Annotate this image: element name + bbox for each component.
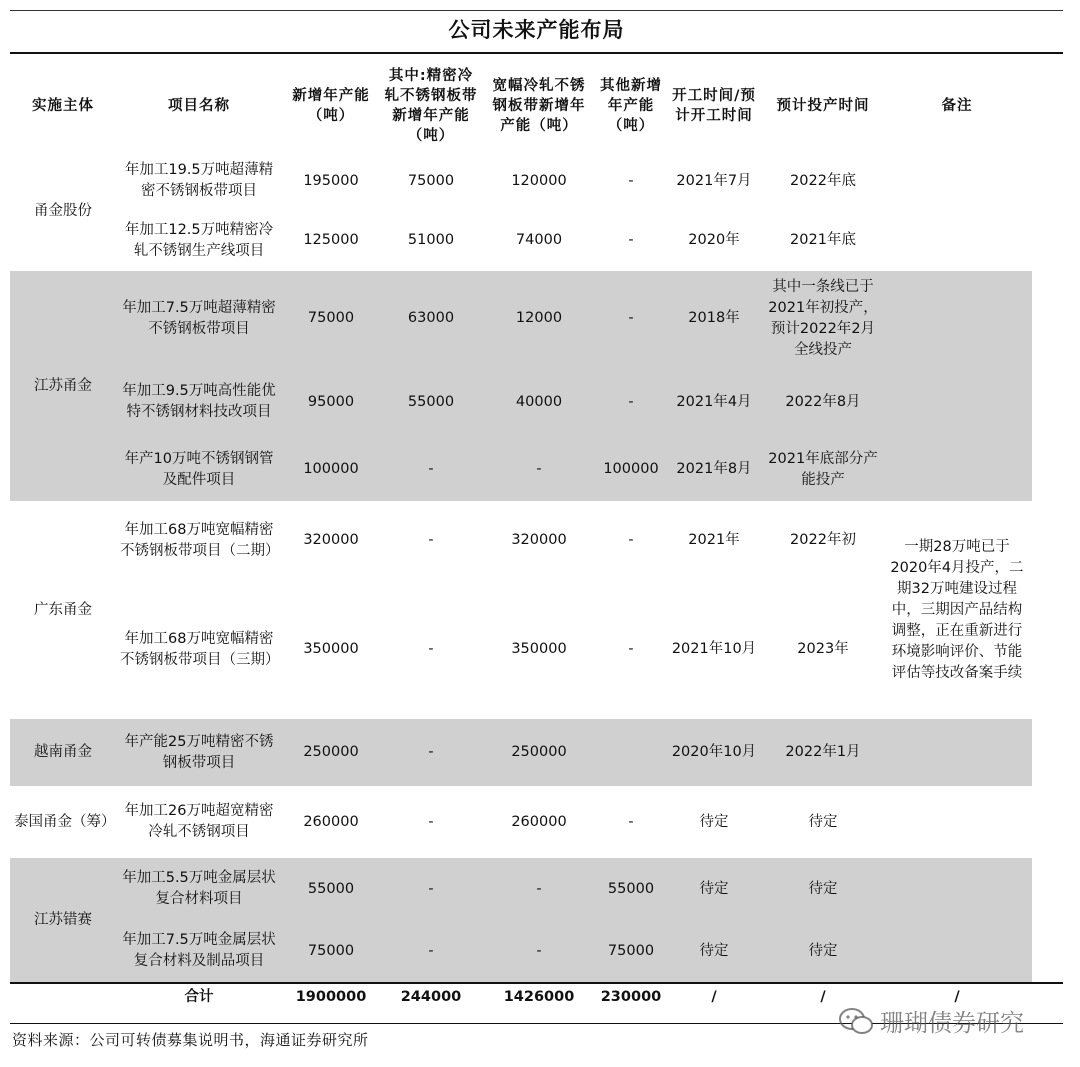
cell-prod: 2021年底 [790, 232, 856, 248]
cell-project: 年加工7.5万吨超薄精密不锈钢板带项目 [122, 299, 276, 337]
cell-new_cap: 250000 [303, 744, 359, 760]
cell-entity: 越南甬金 [34, 744, 92, 760]
cell-start: 待定 [699, 942, 729, 959]
cell-precision: - [428, 641, 434, 657]
cell-other: - [628, 641, 634, 657]
cell-prod: 2022年1月 [785, 744, 861, 760]
cell-wide: - [536, 461, 542, 477]
header-note: 备注 [941, 98, 973, 114]
cell-new_cap: 350000 [303, 641, 359, 657]
top-rule [10, 10, 1063, 11]
cell-precision: - [428, 744, 434, 760]
cell-prod: 2021年底部分产能投产 [768, 450, 878, 488]
cell-new_cap: 55000 [307, 880, 355, 897]
cell-precision: 75000 [407, 172, 455, 189]
cell-project: 年加工12.5万吨精密冷轧不锈钢生产线项目 [124, 221, 274, 259]
cell-start: 待定 [699, 880, 729, 897]
cell-new_cap: 75000 [307, 942, 355, 959]
total-wide: 1426000 [503, 988, 575, 1005]
cell-wide: 320000 [511, 532, 567, 548]
total-start: / [711, 988, 717, 1005]
cell-wide: 12000 [515, 310, 563, 326]
cell-other: - [628, 813, 634, 830]
header-entity: 实施主体 [32, 98, 94, 114]
cell-project: 年加工9.5万吨高性能优特不锈钢材料技改项目 [122, 383, 276, 420]
cell-wide: - [536, 942, 542, 959]
total-other: 230000 [600, 988, 662, 1005]
table-title: 公司未来产能布局 [448, 18, 625, 42]
header-project: 项目名称 [168, 98, 230, 114]
cell-wide: 250000 [511, 744, 567, 760]
header-start: 开工时间/预计开工时间 [672, 88, 756, 124]
cell-start: 2020年 [688, 232, 740, 248]
cell-precision: 63000 [407, 310, 455, 326]
cell-new_cap: 320000 [303, 532, 359, 548]
cell-precision: 51000 [407, 232, 455, 248]
cell-project: 年加工68万吨宽幅精密不锈钢板带项目（二期） [120, 521, 280, 559]
cell-prod: 其中一条线已于2021年初投产，预计2022年2月全线投产 [768, 278, 878, 358]
cell-start: 2021年8月 [676, 461, 752, 477]
cell-other: - [628, 393, 634, 410]
total-precision: 244000 [400, 988, 462, 1005]
total-label: 合计 [184, 988, 214, 1005]
cell-wide: 120000 [511, 172, 567, 189]
cell-precision: - [428, 461, 434, 477]
cell-project: 年加工7.5万吨金属层状复合材料及制品项目 [122, 932, 276, 969]
header-other: 其他新增年产能（吨） [600, 78, 662, 134]
cell-new_cap: 100000 [303, 461, 359, 477]
cell-project: 年加工26万吨超宽精密冷轧不锈钢项目 [124, 803, 274, 840]
cell-wide: 40000 [515, 393, 563, 410]
cell-entity: 广东甬金 [34, 601, 92, 618]
cell-start: 待定 [699, 813, 729, 830]
header-prod: 预计投产时间 [776, 98, 870, 114]
cell-new_cap: 75000 [307, 310, 355, 326]
cell-precision: - [428, 942, 434, 959]
cell-start: 2021年10月 [671, 641, 757, 657]
cell-precision: - [428, 880, 434, 897]
cell-prod: 2023年 [797, 641, 849, 657]
cell-entity: 江苏甬金 [34, 377, 92, 394]
cell-start: 2021年4月 [676, 393, 752, 410]
cell-other: - [628, 232, 634, 248]
cell-precision: - [428, 532, 434, 548]
cell-other: - [628, 532, 634, 548]
cell-entity: 甬金股份 [34, 203, 92, 219]
total-new_cap: 1900000 [295, 988, 367, 1005]
cell-other: 100000 [603, 461, 659, 477]
header-wide: 宽幅冷轧不锈钢板带新增年产能（吨） [492, 78, 586, 134]
cell-other: - [628, 310, 634, 326]
cell-prod: 2022年8月 [785, 393, 861, 410]
cell-prod: 待定 [808, 880, 838, 897]
cell-project: 年产能25万吨精密不锈钢板带项目 [124, 733, 274, 771]
cell-project: 年加工68万吨宽幅精密不锈钢板带项目（三期） [120, 630, 280, 668]
cell-start: 2020年10月 [671, 744, 757, 760]
wechat-icon [838, 1007, 874, 1035]
cell-new_cap: 260000 [303, 813, 359, 830]
watermark-text: 珊瑚债券研究 [880, 1009, 1024, 1037]
cell-precision: 55000 [407, 393, 455, 410]
cell-new_cap: 195000 [303, 172, 359, 189]
cell-other: 75000 [607, 942, 655, 959]
cell-wide: 260000 [511, 813, 567, 830]
header-new_cap: 新增年产能（吨） [292, 88, 370, 124]
cell-new_cap: 125000 [303, 232, 359, 248]
cell-other: 55000 [607, 880, 655, 897]
cell-prod: 待定 [808, 942, 838, 959]
cell-start: 2018年 [688, 310, 740, 326]
cell-project: 年产10万吨不锈钢钢管及配件项目 [124, 450, 274, 488]
source-note: 资料来源：公司可转债募集说明书，海通证券研究所 [12, 1031, 369, 1049]
cell-prod: 待定 [808, 813, 838, 830]
cell-other: - [628, 172, 634, 189]
total-prod: / [820, 988, 826, 1005]
cell-entity: 泰国甬金（筹） [14, 813, 116, 830]
cell-other [596, 719, 666, 786]
header-precision: 其中:精密冷轧不锈钢板带新增年产能（吨） [384, 68, 478, 144]
cell-new_cap: 95000 [307, 393, 355, 410]
cell-prod: 2022年初 [790, 532, 856, 548]
title-rule [10, 52, 1063, 54]
total-note: / [954, 988, 960, 1005]
cell-start: 2021年7月 [676, 172, 752, 189]
cell-prod: 2022年底 [790, 172, 856, 189]
cell-start: 2021年 [688, 532, 740, 548]
cell-project: 年加工5.5万吨金属层状复合材料项目 [122, 870, 276, 907]
cell-wide: 74000 [515, 232, 563, 248]
cell-note: 一期28万吨已于2020年4月投产，二期32万吨建设过程中，三期因产品结构调整，正在重新进行环境影响评价、节能评估等技改备案手续 [890, 538, 1024, 681]
cell-entity: 江苏错赛 [34, 911, 92, 928]
cell-wide: - [536, 880, 542, 897]
cell-wide: 350000 [511, 641, 567, 657]
cell-precision: - [428, 813, 434, 830]
cell-project: 年加工19.5万吨超薄精密不锈钢板带项目 [124, 162, 274, 199]
